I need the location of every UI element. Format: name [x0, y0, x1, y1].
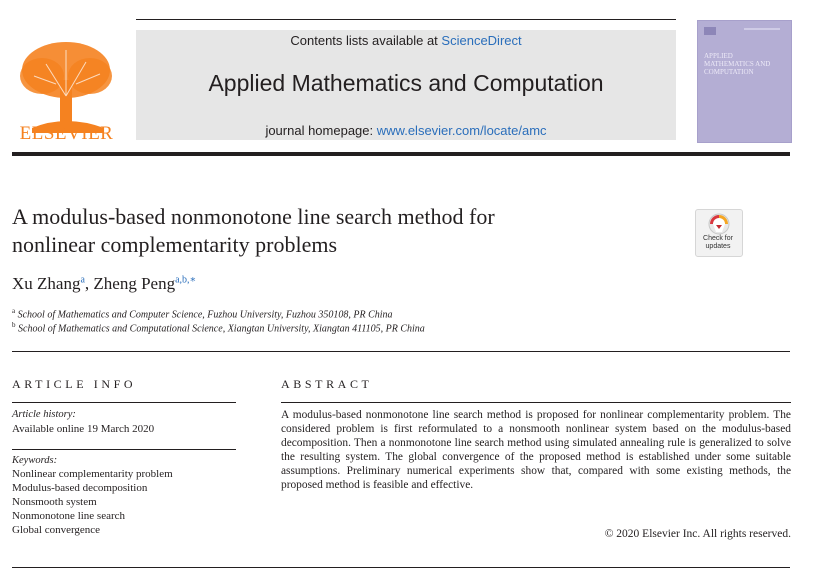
abstract-rule — [281, 402, 791, 403]
history-value: Available online 19 March 2020 — [12, 423, 155, 435]
article-title — [12, 203, 652, 259]
homepage-link[interactable]: www.elsevier.com/locate/amc — [376, 123, 547, 138]
title-block-rule — [12, 351, 790, 352]
author-name[interactable]: Xu Zhang — [12, 274, 81, 293]
cover-logo-mark — [704, 27, 716, 35]
affiliation-text: School of Mathematics and Computational Science, Xiangtan University, Xiangtan 411105, PR China — [18, 323, 425, 335]
abstract-heading: ABSTRACT — [281, 377, 373, 391]
journal-title: Applied Mathematics and Computation — [208, 70, 604, 96]
affiliation-text: School of Mathematics and Computer Science, Fuzhou University, Fuzhou 350108, PR China — [17, 309, 393, 321]
article-title-line-2: nonlinear complementarity problems — [12, 232, 338, 257]
affiliation-b — [12, 321, 425, 334]
copyright-notice: © 2020 Elsevier Inc. All rights reserved. — [604, 528, 791, 540]
check-for-updates-label: Check for updates — [703, 235, 733, 250]
article-title-line-1: A modulus-based nonmonotone line search method for — [12, 204, 495, 229]
affiliation-a — [12, 307, 393, 320]
author-affiliation-mark[interactable]: a,b,∗ — [175, 274, 197, 286]
homepage-prefix: journal homepage: — [265, 123, 374, 138]
keyword-item: Nonsmooth system — [12, 496, 97, 508]
author-affiliation-mark[interactable]: a — [80, 274, 85, 286]
article-info-rule — [12, 402, 236, 403]
keyword-item: Modulus-based decomposition — [12, 482, 148, 494]
history-rule — [12, 449, 236, 450]
page-bottom-rule — [12, 567, 790, 568]
keywords-label: Keywords: — [12, 455, 58, 466]
crossmark-icon — [696, 210, 742, 236]
keyword-item: Global convergence — [12, 524, 101, 536]
cover-header-line — [744, 28, 780, 30]
homepage-line — [136, 123, 676, 138]
publisher-wordmark: ELSEVIER — [19, 123, 114, 144]
keyword-item: Nonlinear complementarity problem — [12, 468, 173, 480]
journal-cover-thumbnail[interactable] — [697, 20, 792, 143]
affiliation-mark: a — [12, 307, 16, 315]
history-label: Article history: — [12, 409, 76, 420]
cover-title: APPLIED MATHEMATICS AND COMPUTATION — [704, 52, 771, 76]
article-info-heading: ARTICLE INFO — [12, 377, 137, 391]
affiliation-mark: b — [12, 321, 16, 329]
keyword-item: Nonmonotone line search — [12, 510, 126, 522]
header-top-rule — [136, 19, 676, 20]
contents-prefix: Contents lists available at — [290, 33, 438, 48]
abstract-text: A modulus-based nonmonotone line search method is proposed for nonlinear complementarity problem. The considered problem is first reformulated to a nonsmooth nonlinear system based on the modulus-based decomposition. Then a nonmonotone line search method using simulated annealing rule is generalized to solve the resulting system. The global convergence of the proposed method is established under some suitable assumptions. Preliminary numerical experiments show that, compared with some existing methods, the proposed method is feasible and effective. — [281, 409, 791, 491]
sciencedirect-link[interactable]: ScienceDirect — [441, 33, 522, 48]
header-bottom-rule — [12, 152, 790, 156]
author-name[interactable]: Zheng Peng — [93, 274, 176, 293]
author-list: Xu Zhang$^a$, Zheng Peng$^{a,b,∗}$ — [12, 274, 197, 293]
contents-line — [136, 33, 676, 48]
